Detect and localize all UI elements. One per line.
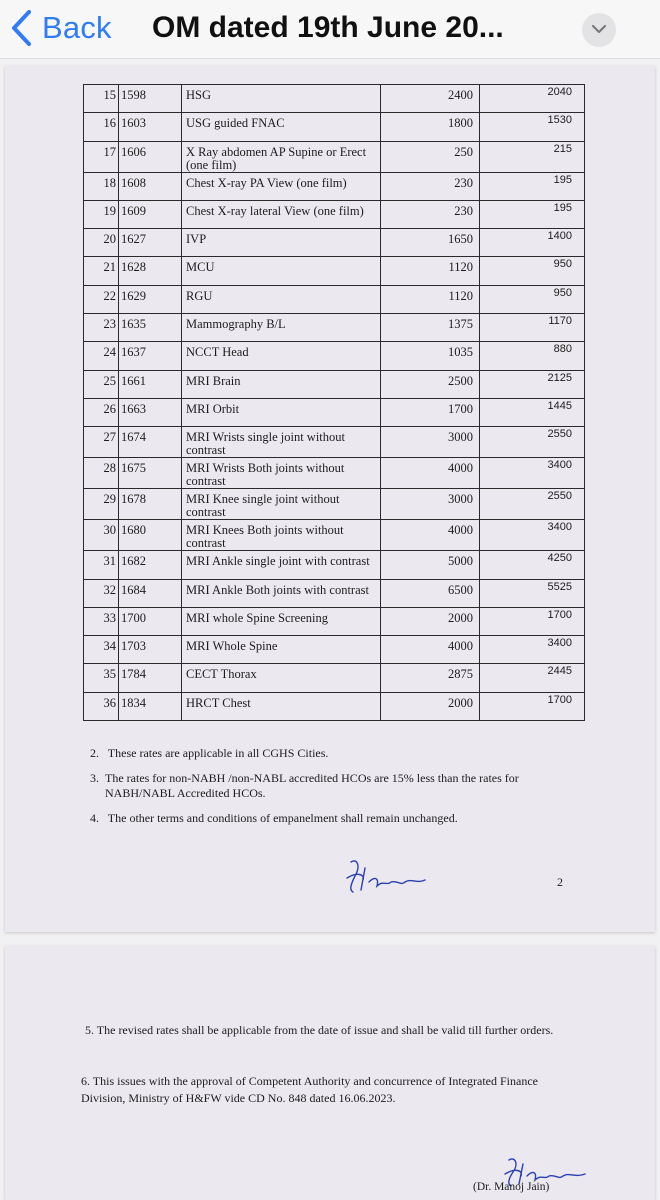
procedure-name: Chest X-ray PA View (one film): [182, 172, 381, 200]
procedure-name: MRI Brain: [182, 370, 381, 398]
procedure-name: MRI Orbit: [182, 398, 381, 426]
paragraph-6: 6. This issues with the approval of Competent Authority and concurrence of Integrated Finance Division, Ministry of H&FW vide CD No. 848 dated 16.06.2023.: [81, 1074, 538, 1105]
row-number: 34: [84, 636, 119, 664]
row-number: 15: [84, 85, 119, 113]
revised-rate-cell: 950: [480, 285, 585, 313]
procedure-name: Chest X-ray lateral View (one film): [182, 200, 381, 228]
rate-cell: 1700: [381, 398, 480, 426]
rate-cell: 230: [381, 200, 480, 228]
row-number: 18: [84, 172, 119, 200]
procedure-name: MRI Wrists single joint without contrast: [182, 427, 381, 458]
rate-cell: 2500: [381, 370, 480, 398]
procedure-code: 1684: [119, 579, 182, 607]
procedure-code: 1628: [119, 257, 182, 285]
table-row: [84, 664, 585, 692]
procedure-name: CECT Thorax: [182, 664, 381, 692]
procedure-code: 1703: [119, 636, 182, 664]
back-label: Back: [42, 10, 112, 45]
revised-rate-cell: 1170: [480, 314, 585, 342]
row-number: 19: [84, 200, 119, 228]
title-menu-button[interactable]: [582, 13, 616, 47]
procedure-name: USG guided FNAC: [182, 113, 381, 141]
revised-rate-cell: 2040: [480, 85, 585, 113]
back-button[interactable]: [10, 8, 112, 48]
procedure-code: 1661: [119, 370, 182, 398]
row-number: 35: [84, 664, 119, 692]
rate-cell: 1120: [381, 285, 480, 313]
revised-rate-cell: 1700: [480, 692, 585, 720]
table-row: [84, 489, 585, 520]
procedure-code: 1627: [119, 229, 182, 257]
table-row: [84, 257, 585, 285]
document-title: OM dated 19th June 20...: [152, 11, 504, 44]
table-row: [84, 342, 585, 370]
row-number: 16: [84, 113, 119, 141]
row-number: 27: [84, 427, 119, 458]
rate-cell: 2400: [381, 85, 480, 113]
revised-rate-cell: 2550: [480, 427, 585, 458]
page-number: 2: [557, 875, 563, 889]
table-row: [84, 579, 585, 607]
table-row: [84, 458, 585, 489]
procedure-name: MCU: [182, 257, 381, 285]
procedure-name: X Ray abdomen AP Supine or Erect (one film): [182, 141, 381, 172]
procedure-name: HSG: [182, 85, 381, 113]
procedure-code: 1603: [119, 113, 182, 141]
notes-list: [90, 746, 570, 836]
procedure-code: 1680: [119, 520, 182, 551]
revised-rate-cell: 215: [480, 141, 585, 172]
table-row: [84, 398, 585, 426]
revised-rate-cell: 1700: [480, 607, 585, 635]
revised-rate-cell: 195: [480, 172, 585, 200]
procedure-code: 1678: [119, 489, 182, 520]
rate-cell: 4000: [381, 520, 480, 551]
table-row: [84, 314, 585, 342]
row-number: 25: [84, 370, 119, 398]
row-number: 31: [84, 551, 119, 579]
table-row: [84, 551, 585, 579]
rate-cell: 2000: [381, 607, 480, 635]
row-number: 21: [84, 257, 119, 285]
procedure-name: IVP: [182, 229, 381, 257]
procedure-name: MRI whole Spine Screening: [182, 607, 381, 635]
table-row: [84, 692, 585, 720]
rate-cell: 1120: [381, 257, 480, 285]
procedure-name: Mammography B/L: [182, 314, 381, 342]
revised-rate-cell: 1400: [480, 229, 585, 257]
table-row: [84, 200, 585, 228]
rate-cell: 1035: [381, 342, 480, 370]
rate-cell: 1800: [381, 113, 480, 141]
table-row: [84, 229, 585, 257]
signature-image: [343, 856, 433, 898]
revised-rate-cell: 3400: [480, 636, 585, 664]
row-number: 30: [84, 520, 119, 551]
table-row: [84, 607, 585, 635]
row-number: 28: [84, 458, 119, 489]
row-number: 24: [84, 342, 119, 370]
row-number: 36: [84, 692, 119, 720]
procedure-code: 1784: [119, 664, 182, 692]
paragraph-5: 5. The revised rates shall be applicable from the date of issue and shall be valid till further orders.: [85, 1023, 554, 1037]
procedure-name: MRI Ankle Both joints with contrast: [182, 579, 381, 607]
procedure-name: MRI Wrists Both joints without contrast: [182, 458, 381, 489]
procedure-code: 1635: [119, 314, 182, 342]
row-number: 22: [84, 285, 119, 313]
table-row: [84, 370, 585, 398]
procedure-name: MRI Ankle single joint with contrast: [182, 551, 381, 579]
row-number: 23: [84, 314, 119, 342]
revised-rate-cell: 195: [480, 200, 585, 228]
chevron-down-icon: [591, 21, 607, 39]
chevron-left-icon: [10, 9, 32, 47]
row-number: 29: [84, 489, 119, 520]
revised-rate-cell: 2445: [480, 664, 585, 692]
revised-rate-cell: 3400: [480, 458, 585, 489]
document-page-2: [5, 946, 655, 1200]
revised-rate-cell: 950: [480, 257, 585, 285]
rates-table: [83, 84, 585, 721]
revised-rate-cell: 1530: [480, 113, 585, 141]
procedure-name: MRI Knees Both joints without contrast: [182, 520, 381, 551]
rate-cell: 1650: [381, 229, 480, 257]
rate-cell: 2875: [381, 664, 480, 692]
table-row: [84, 85, 585, 113]
procedure-code: 1606: [119, 141, 182, 172]
rate-cell: 4000: [381, 636, 480, 664]
table-row: [84, 636, 585, 664]
note-item: 2. These rates are applicable in all CGHS Cities.: [90, 746, 329, 760]
row-number: 32: [84, 579, 119, 607]
row-number: 20: [84, 229, 119, 257]
rate-cell: 3000: [381, 427, 480, 458]
table-row: [84, 113, 585, 141]
procedure-name: RGU: [182, 285, 381, 313]
rate-cell: 250: [381, 141, 480, 172]
table-row: [84, 141, 585, 172]
row-number: 33: [84, 607, 119, 635]
table-row: [84, 427, 585, 458]
revised-rate-cell: 5525: [480, 579, 585, 607]
navigation-bar: [0, 0, 660, 59]
rate-cell: 4000: [381, 458, 480, 489]
procedure-code: 1637: [119, 342, 182, 370]
revised-rate-cell: 880: [480, 342, 585, 370]
procedure-code: 1675: [119, 458, 182, 489]
revised-rate-cell: 2550: [480, 489, 585, 520]
procedure-code: 1609: [119, 200, 182, 228]
procedure-code: 1674: [119, 427, 182, 458]
table-row: [84, 285, 585, 313]
procedure-code: 1700: [119, 607, 182, 635]
procedure-code: 1598: [119, 85, 182, 113]
procedure-name: MRI Knee single joint without contrast: [182, 489, 381, 520]
procedure-name: HRCT Chest: [182, 692, 381, 720]
procedure-code: 1663: [119, 398, 182, 426]
note-item: 3. The rates for non-NABH /non-NABL accredited HCOs are 15% less than the rates for NABH/NABL Accredited HCOs.: [90, 771, 519, 800]
rate-cell: 5000: [381, 551, 480, 579]
procedure-code: 1834: [119, 692, 182, 720]
rate-cell: 6500: [381, 579, 480, 607]
rate-cell: 230: [381, 172, 480, 200]
row-number: 17: [84, 141, 119, 172]
procedure-code: 1629: [119, 285, 182, 313]
signatory-name: (Dr. Manoj Jain): [473, 1181, 550, 1193]
document-page-1: [5, 66, 655, 932]
procedure-name: MRI Whole Spine: [182, 636, 381, 664]
table-row: [84, 520, 585, 551]
note-item: 4. The other terms and conditions of empanelment shall remain unchanged.: [90, 811, 458, 825]
procedure-code: 1682: [119, 551, 182, 579]
revised-rate-cell: 1445: [480, 398, 585, 426]
rate-cell: 3000: [381, 489, 480, 520]
procedure-code: 1608: [119, 172, 182, 200]
procedure-name: NCCT Head: [182, 342, 381, 370]
row-number: 26: [84, 398, 119, 426]
table-row: [84, 172, 585, 200]
revised-rate-cell: 3400: [480, 520, 585, 551]
revised-rate-cell: 4250: [480, 551, 585, 579]
rate-cell: 1375: [381, 314, 480, 342]
rate-cell: 2000: [381, 692, 480, 720]
revised-rate-cell: 2125: [480, 370, 585, 398]
